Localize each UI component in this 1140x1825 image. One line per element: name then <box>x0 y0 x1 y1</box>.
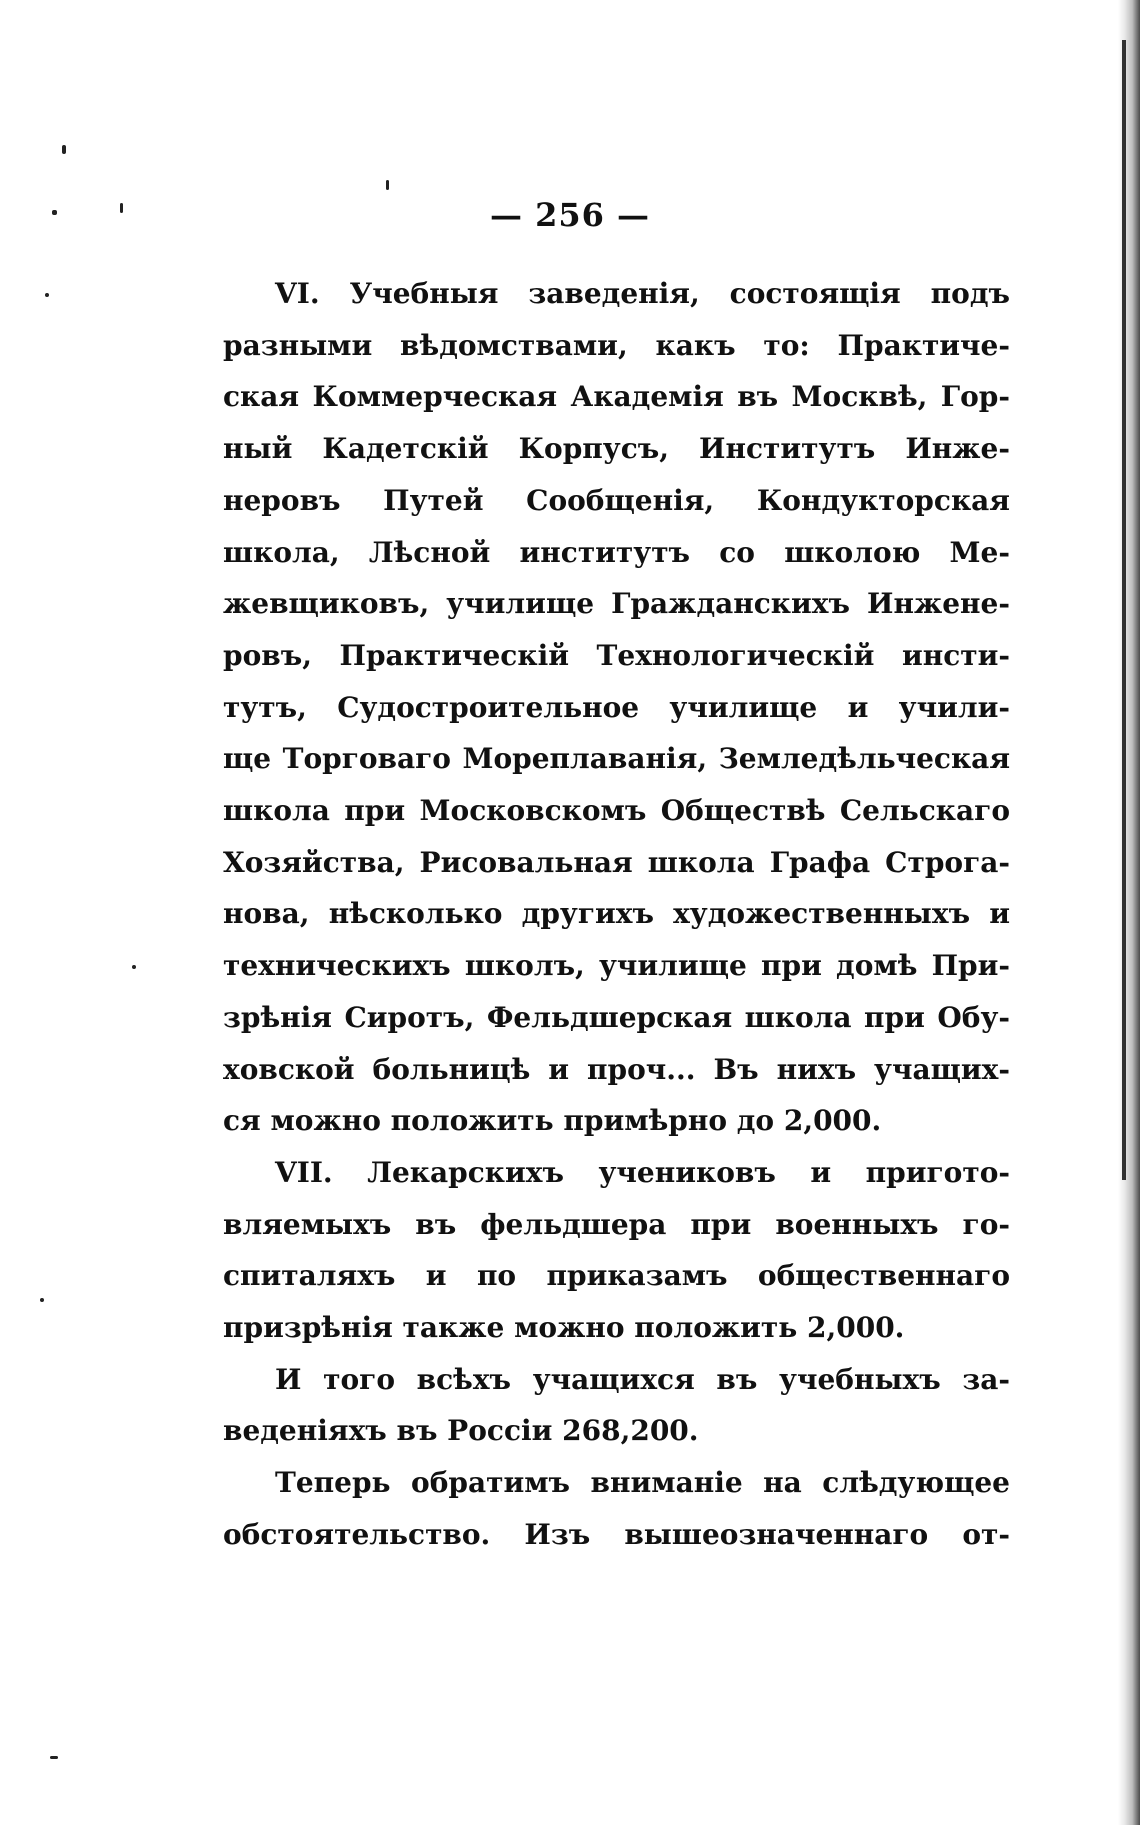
scan-speck <box>62 145 66 154</box>
text-line: Теперь обратимъ вниманіе на слѣдующее <box>275 1466 1010 1500</box>
text-line: призрѣнія также можно положить 2,000. <box>223 1311 905 1345</box>
text-line: обстоятельство. Изъ вышеозначеннаго от- <box>223 1517 1010 1551</box>
scan-speck <box>52 210 57 215</box>
paragraph-total <box>223 1354 1010 1457</box>
text-line: ще Торговаго Мореплаванія, Земледѣльческая <box>223 742 1010 776</box>
scan-speck <box>45 293 49 297</box>
text-line: ный Кадетскій Корпусъ, Институтъ Инже- <box>223 432 1010 466</box>
text-line: неровъ Путей Сообщенія, Кондукторская <box>223 483 1010 517</box>
text-line: жевщиковъ, училище Гражданскихъ Инжене- <box>223 587 1010 621</box>
text-line: школа, Лѣсной институтъ со школою Ме- <box>223 535 1010 569</box>
paragraph-institutions <box>223 268 1010 1147</box>
text-line: Хозяйства, Рисовальная школа Графа Строга- <box>223 845 1010 879</box>
text-line: веденіяхъ въ Россіи 268,200. <box>223 1414 699 1448</box>
text-line: VII. Лекарскихъ учениковъ и пригото- <box>275 1155 1010 1189</box>
text-line: разными вѣдомствами, какъ то: Практиче- <box>223 328 1010 362</box>
text-line: зрѣнія Сиротъ, Фельдшерская школа при Обу- <box>223 1000 1010 1034</box>
text-line: нова, нѣсколько другихъ художественныхъ и <box>223 897 1010 931</box>
text-line: ся можно положить примѣрно до 2,000. <box>223 1104 882 1138</box>
scan-speck <box>40 1298 44 1302</box>
scan-speck <box>132 965 136 969</box>
text-line: спиталяхъ и по приказамъ общественнаго <box>223 1259 1010 1293</box>
scan-speck <box>50 1756 58 1759</box>
body-text <box>223 268 1010 1561</box>
paragraph-medical-students <box>223 1147 1010 1354</box>
text-line: техническихъ школъ, училище при домѣ При- <box>223 949 1010 983</box>
text-line: ховской больницѣ и проч... Въ нихъ учащих- <box>223 1052 1010 1086</box>
text-line: ровъ, Практическій Технологическій инсти- <box>223 638 1010 672</box>
scan-speck <box>120 203 123 213</box>
text-line: вляемыхъ въ фельдшера при военныхъ го- <box>223 1207 1010 1241</box>
paragraph-next <box>223 1457 1010 1560</box>
text-line: школа при Московскомъ Обществѣ Сельскаго <box>223 794 1010 828</box>
text-line: тутъ, Судостроительное училище и учили- <box>223 690 1010 724</box>
text-line: VI. Учебныя заведенія, состоящія подъ <box>275 277 1010 310</box>
text-line: И того всѣхъ учащихся въ учебныхъ за- <box>275 1362 1010 1396</box>
scan-speck <box>386 180 389 190</box>
page-number: — 256 — <box>489 196 651 234</box>
text-line: ская Коммерческая Академія въ Москвѣ, Гор- <box>223 380 1010 414</box>
